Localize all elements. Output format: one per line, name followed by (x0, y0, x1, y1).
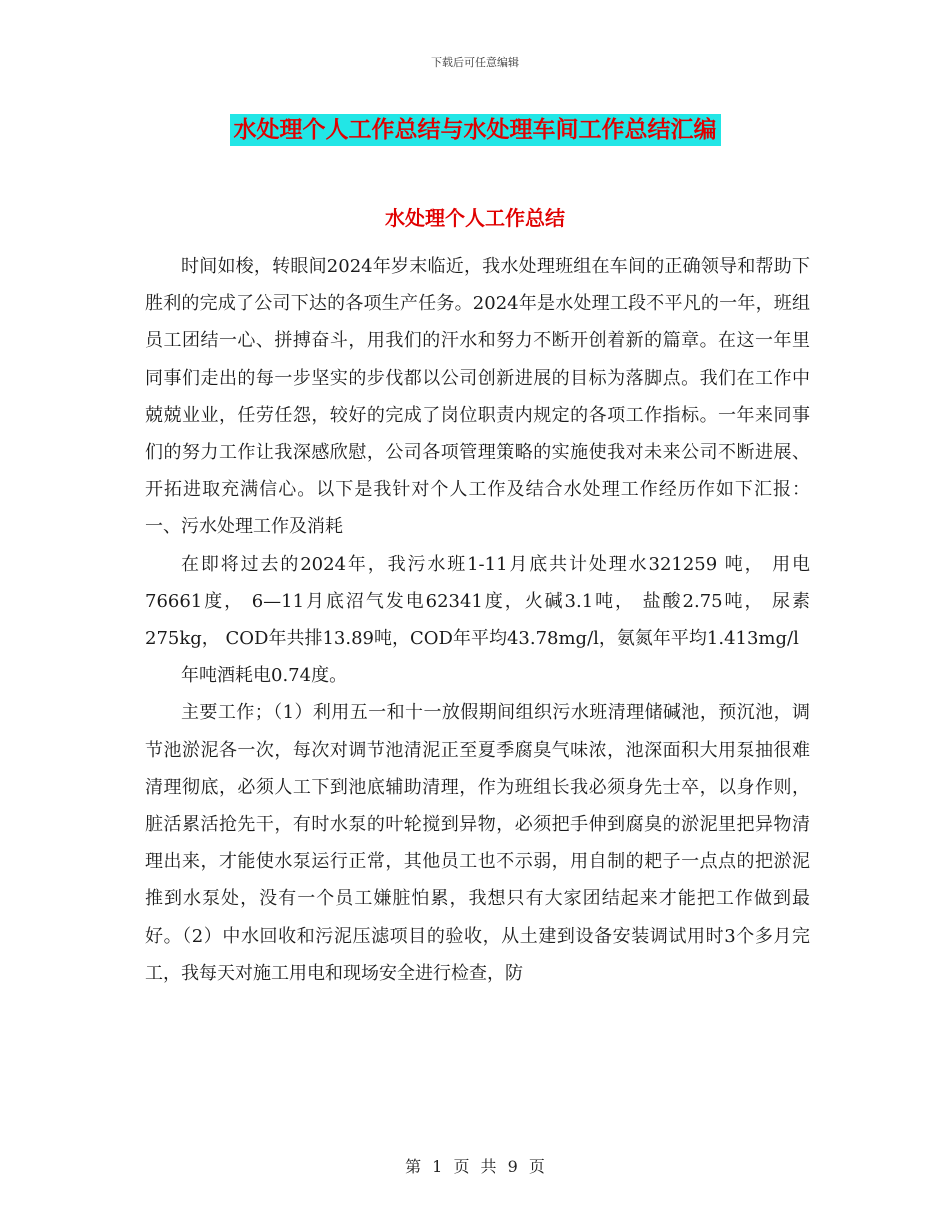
paragraph-electricity: 年吨酒耗电0.74度。 (181, 665, 348, 687)
page-footer: 第 1 页 共 9 页 (405, 1157, 545, 1176)
paragraph-main-work: 主要工作；（1）利用五一和十一放假期间组织污水班清理储碱池，预沉池，调节池淤泥各一次，每次对调节池清泥正至夏季腐臭气味浓，池深面积大用泵抽很难清理彻底，必须人工下到池底辅助清理，作为班组长我必须身先士卒，以身作则，脏活累活抢先干，有时水泵的叶轮搅到异物，必须把手伸到腐臭的淤泥里把异物清理出来，才能使水泵运行正常，其他员工也不示弱，用自制的耙子一点点的把淤泥推到水泵处，没有一个员工嫌脏怕累，我想只有大家团结起来才能把工作做到最好。（2）中水回收和污泥压滤项目的验收，从土建到设备安装调试用时3个多月完工，我每天对施工用电和现场安全进行检查，防 (145, 702, 810, 984)
main-title-container (0, 114, 950, 146)
paragraph-consumption: 在即将过去的2024年，我污水班1-11月底共计处理水321259 吨， 用电76661度， 6—11月底沼气发电62341度，火碱3.1吨， 盐酸2.75吨， 尿素275kg， COD年共排13.89吨，COD年平均43.78mg/l，氨氮年平均1.413mg/l (145, 553, 810, 650)
paragraph-intro: 时间如梭，转眼间2024年岁末临近，我水处理班组在车间的正确领导和帮助下胜利的完成了公司下达的各项生产任务。2024年是水处理工段不平凡的一年，班组员工团结一心、拼搏奋斗，用我们的汗水和努力不断开创着新的篇章。在这一年里同事们走出的每一步坚实的步伐都以公司创新进展的目标为落脚点。我们在工作中兢兢业业，任劳任怨，较好的完成了岗位职责内规定的各项工作指标。一年来同事们的努力工作让我深感欣慰，公司各项管理策略的实施使我对未来公司不断进展、开拓进取充满信心。以下是我针对个人工作及结合水处理工作经历作如下汇报：一、污水处理工作及消耗 (145, 256, 810, 538)
body-text (145, 248, 810, 992)
section-title: 水处理个人工作总结 (385, 206, 565, 230)
main-title: 水处理个人工作总结与水处理车间工作总结汇编 (230, 114, 721, 146)
header-note: 下载后可任意编辑 (431, 56, 519, 69)
